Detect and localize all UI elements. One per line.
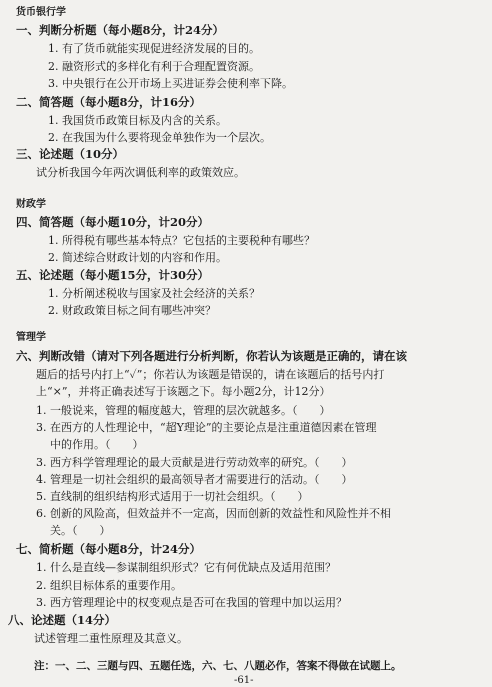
section-6-intro-2: 上“×”，并将正确表述写于该题之下。每小题2分，计12分） [36, 385, 331, 398]
subject-banking: 货币银行学 [16, 7, 66, 18]
subject-management: 管理学 [16, 332, 46, 343]
question-2-1: 1. 我国货币政策目标及内含的关系。 [48, 114, 227, 127]
section-5-heading: 五、论述题（每小题15分，计30分） [16, 268, 210, 282]
footer-note: 注：一、二、三题与四、五题任选，六、七、八题必作，答案不得做在试题上。 [34, 660, 402, 672]
question-4-2: 2. 简述综合财政计划的内容和作用。 [48, 251, 227, 264]
question-6-6-cont: 关。（ ） [50, 524, 111, 537]
question-3-1: 试分析我国今年两次调低利率的政策效应。 [36, 166, 245, 179]
question-6-3: 3. 西方科学管理理论的最大贡献是进行劳动效率的研究。（ ） [36, 456, 353, 469]
question-6-4: 4. 管理是一切社会组织的最高领导者才需要进行的活动。（ ） [36, 473, 353, 486]
question-7-3: 3. 西方管理理论中的权变观点是否可在我国的管理中加以运用？ [36, 596, 347, 609]
question-8-1: 试述管理二重性原理及其意义。 [34, 632, 188, 645]
section-6-intro-1: 题后的括号内打上“✓”；你若认为该题是错误的，请在该题后的括号内打 [36, 368, 385, 381]
question-1-2: 2. 融资形式的多样化有利于合理配置资源。 [48, 60, 260, 73]
section-4-heading: 四、简答题（每小题10分，计20分） [16, 215, 210, 229]
section-7-heading: 七、简析题（每小题8分，计24分） [16, 542, 202, 556]
section-8-heading: 八、论述题（14分） [8, 613, 117, 627]
question-7-1: 1. 什么是直线—参谋制组织形式？它有何优缺点及适用范围？ [36, 561, 336, 574]
question-4-1: 1. 所得税有哪些基本特点？它包括的主要税种有哪些？ [48, 234, 315, 247]
question-1-1: 1. 有了货币就能实现促进经济发展的目的。 [48, 42, 260, 55]
question-5-1: 1. 分析阐述税收与国家及社会经济的关系？ [48, 287, 260, 300]
page-number: -61- [234, 675, 254, 686]
question-7-2: 2. 组织目标体系的重要作用。 [36, 579, 182, 592]
question-6-5: 5. 直线制的组织结构形式适用于一切社会组织。（ ） [36, 490, 309, 503]
question-6-2: 3. 在西方的人性理论中，“超Y理论”的主要论点是注重道德因素在管理 [36, 421, 377, 434]
question-6-6: 6. 创新的风险高，但效益并不一定高，因而创新的效益性和风险性并不相 [36, 507, 391, 520]
question-2-2: 2. 在我国为什么要将现金单独作为一个层次。 [48, 131, 271, 144]
question-6-2-cont: 中的作用。（ ） [50, 438, 144, 451]
section-2-heading: 二、简答题（每小题8分，计16分） [16, 95, 202, 109]
section-1-heading: 一、判断分析题（每小题8分，计24分） [16, 23, 225, 37]
question-5-2: 2. 财政政策目标之间有哪些冲突？ [48, 304, 216, 317]
section-3-heading: 三、论述题（10分） [16, 147, 125, 161]
question-6-1: 1. 一般说来，管理的幅度越大，管理的层次就越多。（ ） [36, 404, 331, 417]
question-1-3: 3. 中央银行在公开市场上买进证券会使利率下降。 [48, 77, 293, 90]
section-6-heading: 六、判断改错（请对下列各题进行分析判断，你若认为该题是正确的，请在该 [16, 349, 407, 363]
subject-finance: 财政学 [16, 199, 46, 210]
